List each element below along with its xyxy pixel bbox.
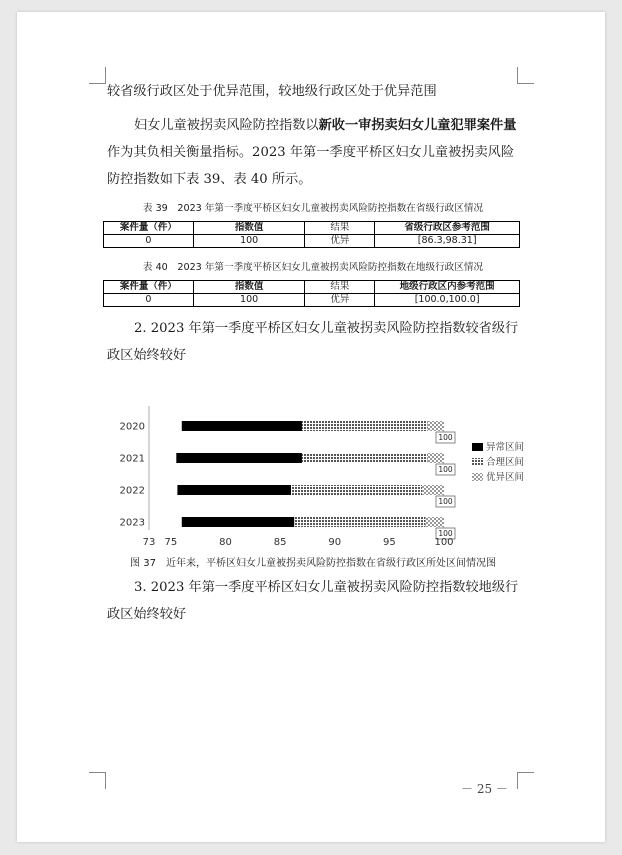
- table40-cell-index: 100: [193, 294, 305, 307]
- table40-header-index: 指数值: [193, 281, 305, 294]
- document-page: [17, 12, 605, 842]
- page-number: － 25 －: [461, 782, 508, 796]
- x-tick-label-75: 75: [164, 537, 178, 548]
- bar-2022-series-2: [422, 485, 444, 495]
- category-label-2020: 2020: [119, 421, 145, 433]
- legend-swatch-2: [472, 473, 483, 481]
- bar-2021-series-2: [428, 453, 444, 463]
- x-tick-label-100: 100: [434, 537, 454, 548]
- table39-cell-index: 100: [193, 235, 305, 248]
- table39-cell-range: [86.3,98.31]: [375, 235, 520, 248]
- legend-swatch-1: [472, 458, 483, 466]
- bar-2022-series-1: [291, 485, 422, 495]
- category-label-2023: 2023: [119, 517, 145, 529]
- category-label-2021: 2021: [119, 453, 145, 465]
- legend-label-2: 优异区间: [486, 472, 525, 483]
- paragraph-main-part2: 作为其负相关衡量指标。2023 年第一季度平桥区妇女儿童被拐卖风险防控指数如下表 39、表 40 所示。: [107, 145, 515, 187]
- table40-header-cases: 案件量（件）: [104, 281, 194, 294]
- table39-cell-result: 优异: [305, 235, 375, 248]
- bar-2020-series-0: [182, 421, 302, 431]
- bar-2021-series-0: [176, 453, 302, 463]
- x-tick-label-90: 90: [328, 537, 342, 548]
- range-chart: [112, 400, 525, 550]
- legend-label-1: 合理区间: [486, 457, 525, 468]
- table39-header-index: 指数值: [193, 222, 305, 235]
- legend-swatch-0: [472, 443, 483, 451]
- x-tick-label-85: 85: [273, 537, 287, 548]
- point-label-2023: 100: [438, 529, 453, 539]
- point-label-2020: 100: [438, 433, 453, 443]
- table-40: [103, 280, 520, 307]
- table39-header-row: [104, 222, 520, 235]
- table-row: [104, 294, 520, 307]
- table39-cell-cases: 0: [104, 235, 194, 248]
- table39-header-result: 结果: [305, 222, 375, 235]
- table40-cell-result: 优异: [305, 294, 375, 307]
- bar-2023-series-1: [294, 517, 425, 527]
- heading-2: 2. 2023 年第一季度平桥区妇女儿童被拐卖风险防控指数较省级行政区始终较好: [107, 321, 519, 363]
- bar-2020-series-1: [302, 421, 428, 431]
- paragraph-main-part1: 妇女儿童被拐卖风险防控指数以: [134, 118, 319, 133]
- point-label-2022: 100: [438, 497, 453, 507]
- bar-2020-series-2: [428, 421, 444, 431]
- table40-cell-range: [100.0,100.0]: [375, 294, 520, 307]
- table40-header-result: 结果: [305, 281, 375, 294]
- point-label-2021: 100: [438, 465, 453, 475]
- table39-header-range: 省级行政区参考范围: [375, 222, 520, 235]
- bar-2021-series-1: [302, 453, 428, 463]
- bar-2023-series-2: [425, 517, 444, 527]
- crop-mark-top-right: [517, 67, 534, 84]
- crop-mark-top-left: [89, 67, 106, 84]
- paragraph-top: 较省级行政区处于优异范围，较地级行政区处于优异范围: [107, 84, 437, 99]
- table-39: [103, 221, 520, 248]
- category-label-2022: 2022: [119, 485, 145, 497]
- table39-header-cases: 案件量（件）: [104, 222, 194, 235]
- paragraph-main: [107, 112, 519, 193]
- table40-cell-cases: 0: [104, 294, 194, 307]
- table40-header-range: 地级行政区内参考范围: [375, 281, 520, 294]
- table39-caption: 表 39 2023 年第一季度平桥区妇女儿童被拐卖风险防控指数在省级行政区情况: [142, 203, 484, 214]
- crop-mark-bottom-left: [89, 772, 106, 789]
- bar-2022-series-0: [177, 485, 291, 495]
- heading-3: 3. 2023 年第一季度平桥区妇女儿童被拐卖风险防控指数较地级行政区始终较好: [107, 580, 519, 622]
- table-row: [104, 235, 520, 248]
- x-tick-label-95: 95: [383, 537, 396, 548]
- table40-header-row: [104, 281, 520, 294]
- crop-mark-bottom-right: [517, 772, 534, 789]
- bar-2023-series-0: [182, 517, 295, 527]
- x-tick-label-80: 80: [219, 537, 232, 548]
- x-tick-label-73: 73: [142, 537, 156, 548]
- paragraph-main-bold: 新收一审拐卖妇女儿童犯罪案件量: [318, 118, 517, 133]
- figure-caption: 图 37 近年来，平桥区妇女儿童被拐卖风险防控指数在省级行政区所处区间情况图: [130, 558, 496, 569]
- table40-caption: 表 40 2023 年第一季度平桥区妇女儿童被拐卖风险防控指数在地级行政区情况: [142, 262, 484, 273]
- legend-label-0: 异常区间: [486, 442, 525, 453]
